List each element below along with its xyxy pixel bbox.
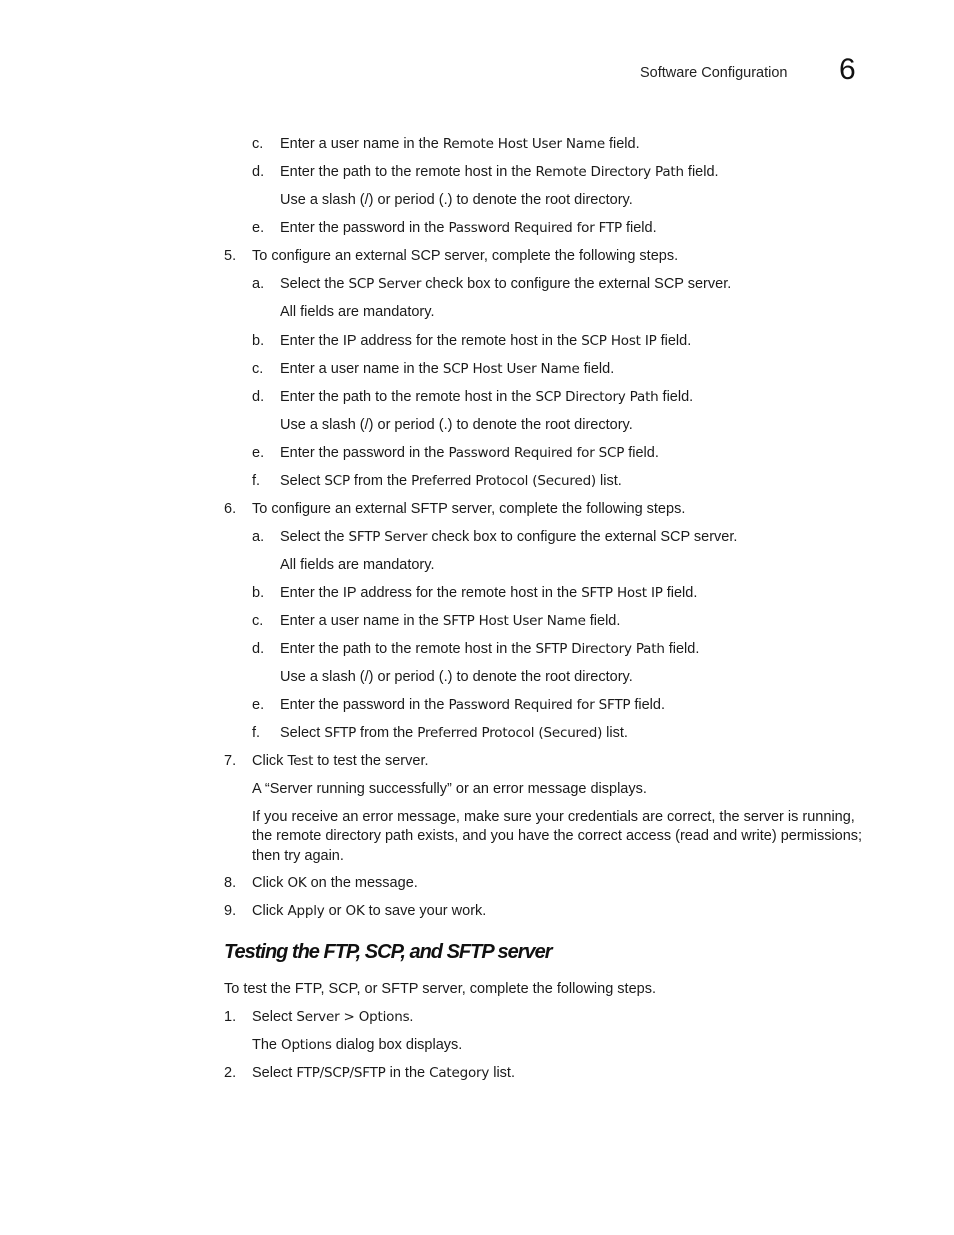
step-8: Click OK on the message. bbox=[252, 875, 418, 891]
ui-term: FTP/SCP/SFTP bbox=[296, 1065, 386, 1081]
step-note-paragraph: If you receive an error message, make sure your credentials are correct, the server is running, the remote directory path exists, and you have the correct access (read and write) permissions; then try again. bbox=[252, 809, 863, 864]
step-marker: d. bbox=[252, 389, 265, 405]
ui-term: Test bbox=[287, 753, 314, 769]
step-5a: Select the SCP Server check box to configure the external SCP server. bbox=[280, 276, 732, 292]
ui-term: OK bbox=[345, 903, 365, 919]
ui-term: SCP Directory Path bbox=[535, 389, 659, 405]
step-note: All fields are mandatory. bbox=[280, 557, 435, 573]
step-marker: e. bbox=[252, 697, 265, 713]
step-marker: e. bbox=[252, 220, 265, 236]
ui-term: Preferred Protocol (Secured) bbox=[411, 473, 597, 489]
ui-term: SCP Host IP bbox=[581, 333, 657, 349]
step-marker: a. bbox=[252, 276, 265, 292]
step-6e: Enter the password in the Password Required for SFTP field. bbox=[280, 697, 666, 713]
step-marker: 9. bbox=[224, 903, 237, 919]
step-note: A “Server running successfully” or an error message displays. bbox=[252, 781, 647, 797]
ui-term: SFTP Host User Name bbox=[442, 613, 586, 629]
step-note: Use a slash (/) or period (.) to denote the root directory. bbox=[280, 669, 633, 685]
step-note: All fields are mandatory. bbox=[280, 304, 435, 320]
ui-term: Remote Host User Name bbox=[442, 136, 605, 152]
step-marker: 7. bbox=[224, 753, 237, 769]
step-marker: c. bbox=[252, 136, 264, 152]
step-5e: Enter the password in the Password Required for SCP field. bbox=[280, 445, 659, 461]
ui-term: SFTP bbox=[324, 725, 357, 741]
step-5d: Enter the path to the remote host in the SCP Directory Path field. bbox=[280, 389, 694, 405]
chapter-number: 6 bbox=[839, 53, 856, 86]
section-intro: To test the FTP, SCP, or SFTP server, complete the following steps. bbox=[224, 981, 656, 997]
step-marker: a. bbox=[252, 529, 265, 545]
step-marker: f. bbox=[252, 725, 261, 741]
step-6c: Enter a user name in the SFTP Host User Name field. bbox=[280, 613, 621, 629]
ui-term: Password Required for SCP bbox=[448, 445, 625, 461]
step-note: Use a slash (/) or period (.) to denote the root directory. bbox=[280, 192, 633, 208]
step-4d: Enter the path to the remote host in the Remote Directory Path field. bbox=[280, 164, 719, 180]
step-marker: c. bbox=[252, 613, 264, 629]
ui-term: Category bbox=[429, 1065, 490, 1081]
ui-term: SFTP Directory Path bbox=[535, 641, 665, 657]
ui-term: Password Required for FTP bbox=[448, 220, 622, 236]
ui-term: Password Required for SFTP bbox=[448, 697, 631, 713]
ui-term: SCP bbox=[324, 473, 350, 489]
section-heading: Testing the FTP, SCP, and SFTP server bbox=[224, 941, 552, 963]
step-5c: Enter a user name in the SCP Host User Name field. bbox=[280, 361, 615, 377]
ui-term: SCP Server bbox=[348, 276, 422, 292]
running-header-title: Software Configuration bbox=[640, 65, 788, 81]
step-note: The Options dialog box displays. bbox=[252, 1037, 463, 1053]
step-marker: 5. bbox=[224, 248, 237, 264]
step-marker: 2. bbox=[224, 1065, 237, 1081]
step-marker: 1. bbox=[224, 1009, 237, 1025]
step-6f: Select SFTP from the Preferred Protocol (Secured) list. bbox=[280, 725, 628, 741]
section-step-2: Select FTP/SCP/SFTP in the Category list. bbox=[252, 1065, 515, 1081]
ui-term: Remote Directory Path bbox=[535, 164, 684, 180]
step-marker: d. bbox=[252, 641, 265, 657]
step-6b: Enter the IP address for the remote host in the SFTP Host IP field. bbox=[280, 585, 698, 601]
step-5: To configure an external SCP server, complete the following steps. bbox=[252, 248, 679, 264]
step-marker: 8. bbox=[224, 875, 237, 891]
step-5b: Enter the IP address for the remote host in the SCP Host IP field. bbox=[280, 333, 692, 349]
step-marker: 6. bbox=[224, 501, 237, 517]
ui-term: Server > Options bbox=[296, 1009, 410, 1025]
step-marker: f. bbox=[252, 473, 261, 489]
ui-term: Options bbox=[281, 1037, 332, 1053]
step-9: Click Apply or OK to save your work. bbox=[252, 903, 487, 919]
step-7: Click Test to test the server. bbox=[252, 753, 429, 769]
ui-term: SCP Host User Name bbox=[442, 361, 580, 377]
ui-term: Apply bbox=[287, 903, 325, 919]
step-marker: d. bbox=[252, 164, 265, 180]
step-4e: Enter the password in the Password Required for FTP field. bbox=[280, 220, 657, 236]
ui-term: SFTP Server bbox=[348, 529, 428, 545]
step-marker: b. bbox=[252, 585, 265, 601]
step-marker: e. bbox=[252, 445, 265, 461]
step-marker: b. bbox=[252, 333, 265, 349]
step-4c: Enter a user name in the Remote Host User Name field. bbox=[280, 136, 640, 152]
ui-term: SFTP Host IP bbox=[581, 585, 663, 601]
step-note: Use a slash (/) or period (.) to denote the root directory. bbox=[280, 417, 633, 433]
ui-term: Preferred Protocol (Secured) bbox=[417, 725, 603, 741]
step-6a: Select the SFTP Server check box to configure the external SCP server. bbox=[280, 529, 738, 545]
step-6: To configure an external SFTP server, complete the following steps. bbox=[252, 501, 686, 517]
section-step-1: Select Server > Options. bbox=[252, 1009, 414, 1025]
ui-term: OK bbox=[287, 875, 307, 891]
step-marker: c. bbox=[252, 361, 264, 377]
step-5f: Select SCP from the Preferred Protocol (Secured) list. bbox=[280, 473, 622, 489]
step-6d: Enter the path to the remote host in the SFTP Directory Path field. bbox=[280, 641, 700, 657]
